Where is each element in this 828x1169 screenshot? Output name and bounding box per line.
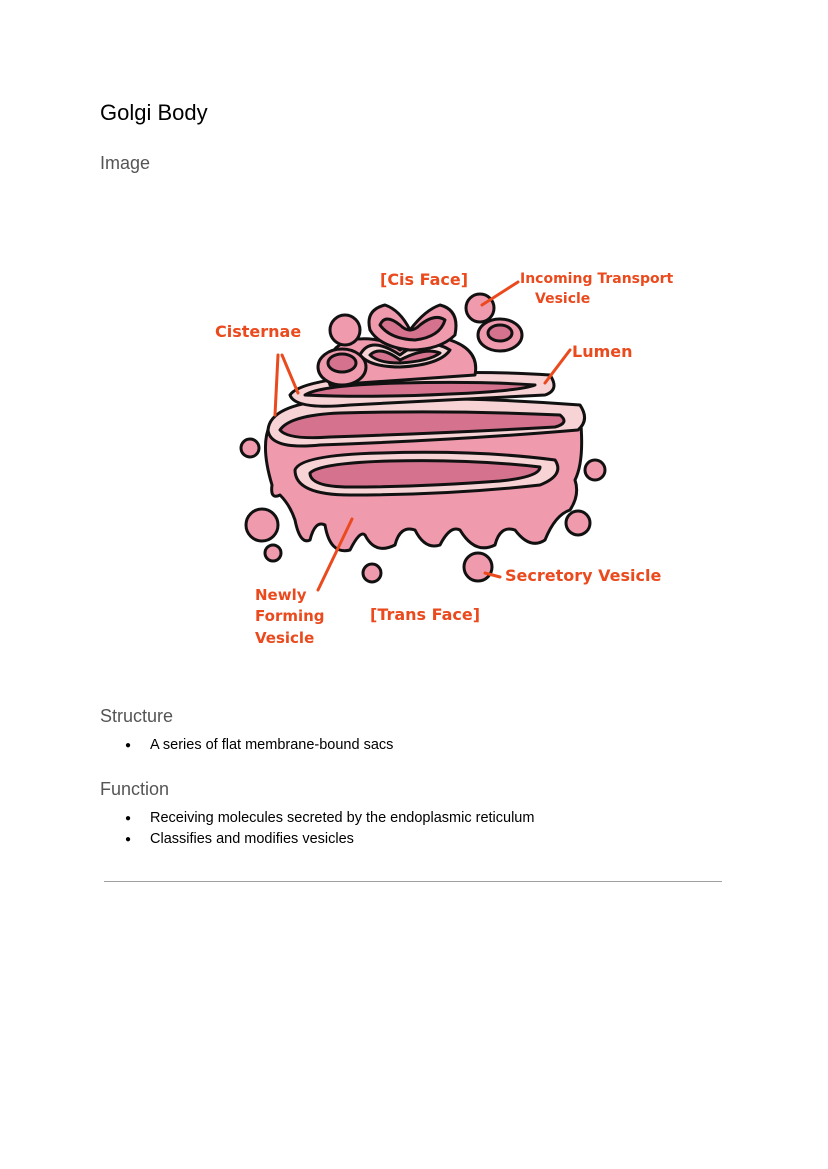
list-item: ● Classifies and modifies vesicles (100, 829, 534, 850)
function-list (100, 808, 534, 850)
label-cisternae: Cisternae (215, 322, 302, 341)
label-incoming-vesicle: Vesicle (535, 291, 591, 307)
structure-list (100, 735, 393, 756)
section-heading-image: Image (100, 153, 151, 173)
label-trans-face: [Trans Face] (370, 605, 481, 624)
label-cis-face: [Cis Face] (380, 270, 469, 289)
section-heading-function: Function (100, 779, 170, 799)
label-forming: Forming (255, 607, 325, 625)
label-secretory-vesicle: Secretory Vesicle (505, 566, 662, 585)
list-item: ● Receiving molecules secreted by the endoplasmic reticulum (100, 808, 534, 829)
golgi-diagram (200, 255, 690, 655)
horizontal-divider (104, 881, 722, 882)
label-lumen: Lumen (572, 342, 633, 361)
section-heading-structure: Structure (100, 706, 174, 726)
label-vesicle: Vesicle (255, 629, 315, 647)
label-newly: Newly (255, 586, 307, 604)
document-title: Golgi Body (100, 100, 208, 125)
label-incoming-transport: Incoming Transport (520, 271, 674, 287)
list-item: ● A series of flat membrane-bound sacs (100, 735, 393, 756)
